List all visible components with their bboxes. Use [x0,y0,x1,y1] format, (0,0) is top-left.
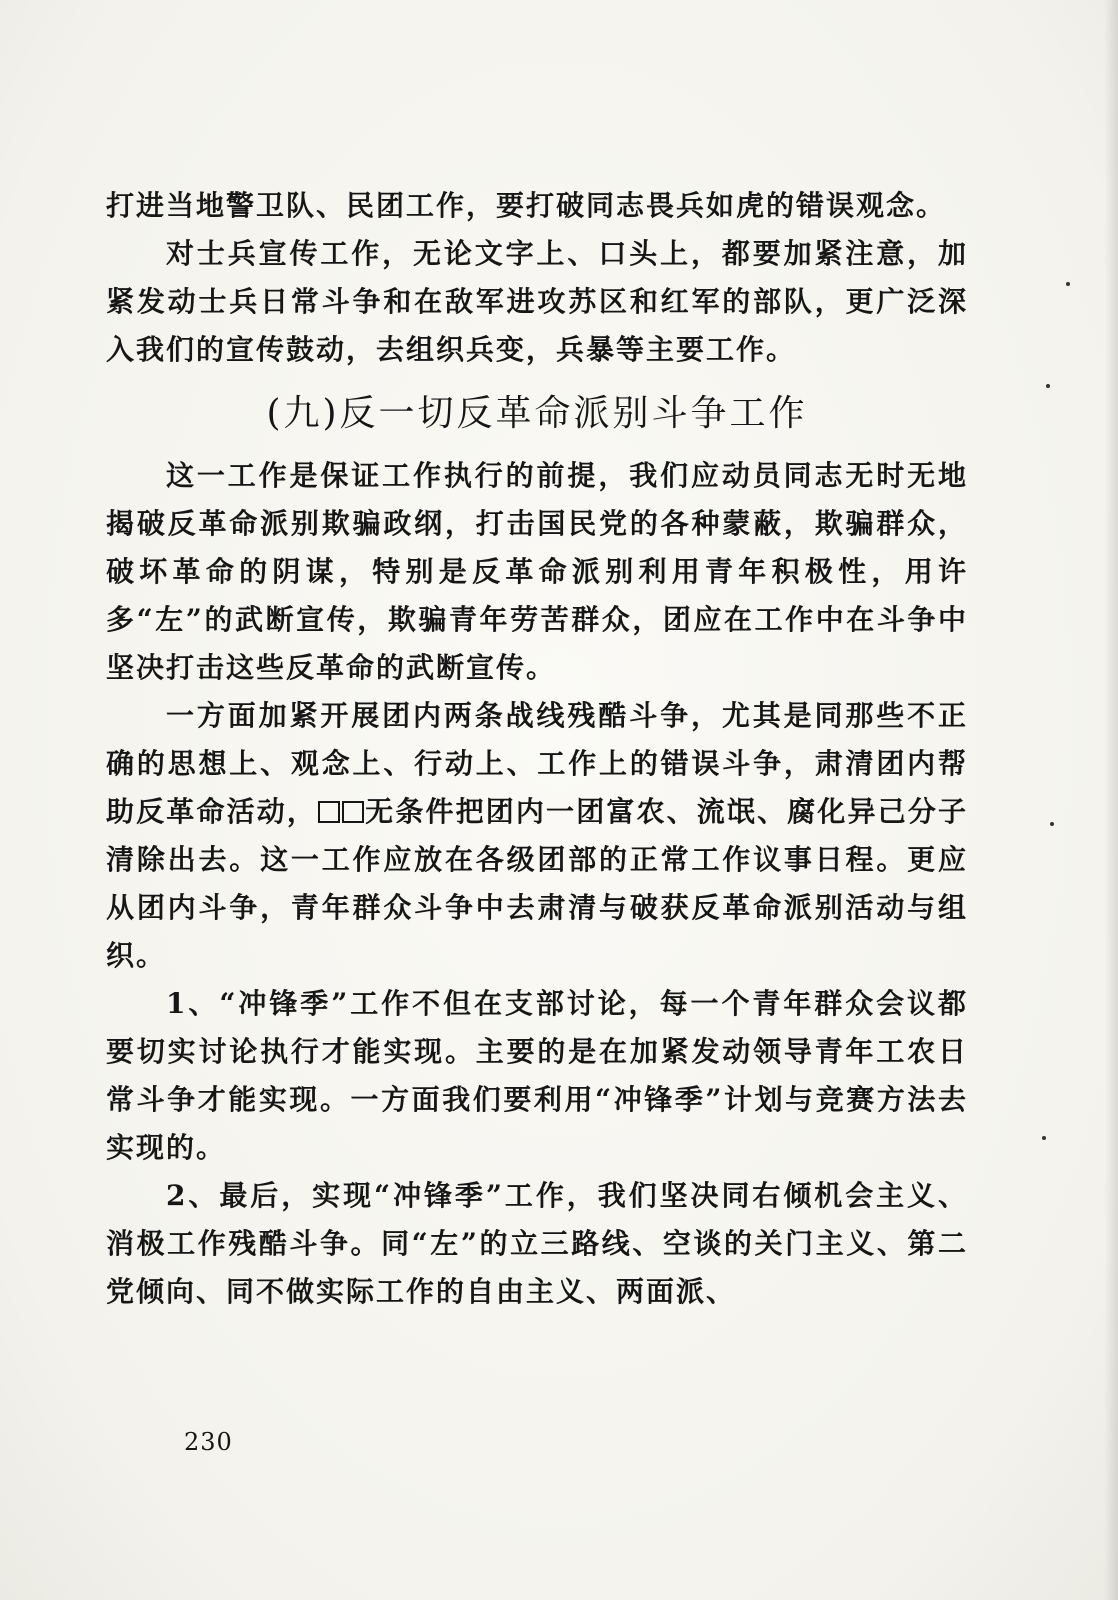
scan-speck [1046,384,1050,388]
paragraph-internal-struggle-lead: 一方面加紧开展团内两条战线残酷斗争，尤其是同那些不正确的思想上、观念上、行动上、工作上的错误斗争，肃清团内帮助反革命活动， [106,699,968,828]
paragraph-section-intro: 这一工作是保证工作执行的前提，我们应动员同志无时无地揭破反革命派别欺骗政纲，打击国民党的各种蒙蔽，欺骗群众，破坏革命的阴谋，特别是反革命派别利用青年积极性，用许多“左”的武断宣传，欺骗青年劳苦群众，团应在工作中在斗争中坚决打击这些反革命的武断宣传。 [106,459,968,684]
paragraph-soldier-propaganda: 对士兵宣传工作，无论文字上、口头上，都要加紧注意，加紧发动士兵日常斗争和在敌军进攻苏区和红军的部队，更广泛深入我们的宣传鼓动，去组织兵变，兵暴等主要工作。 [106,237,968,366]
scan-speck [1042,1136,1046,1140]
paragraph-internal-struggle-rest: 无条件把团内一团富农、流氓、腐化异己分子清除出去。这一工作应放在各级团部的正常工作议事日程。更应从团内斗争，青年群众斗争中去肃清与破获反革命派别活动与组织。 [106,795,968,972]
paragraph-continued: 打进当地警卫队、民团工作，要打破同志畏兵如虎的错误观念。 [106,189,947,222]
page-number: 230 [184,1428,233,1456]
scan-speck [1050,822,1054,826]
illegible-box-glyph [318,801,340,823]
paragraph-item-2: 2、最后，实现“冲锋季”工作，我们坚决同右倾机会主义、消极工作残酷斗争。同“左”的立三路线、空谈的关门主义、第二党倾向、同不做实际工作的自由主义、两面派、 [106,1179,968,1308]
paragraph-item-1: 1、“冲锋季”工作不但在支部讨论，每一个青年群众会议都要切实讨论执行才能实现。主要的是在加紧发动领导青年工农日常斗争才能实现。一方面我们要利用“冲锋季”计划与竞赛方法去实现的。 [106,987,968,1164]
scan-speck [1066,282,1070,286]
page-body [106,182,968,1316]
page-edge-shadow [1104,0,1118,1600]
illegible-box-glyph [342,801,364,823]
paragraph-internal-struggle [106,692,968,980]
section-heading: (九)反一切反革命派别斗争工作 [266,393,808,434]
